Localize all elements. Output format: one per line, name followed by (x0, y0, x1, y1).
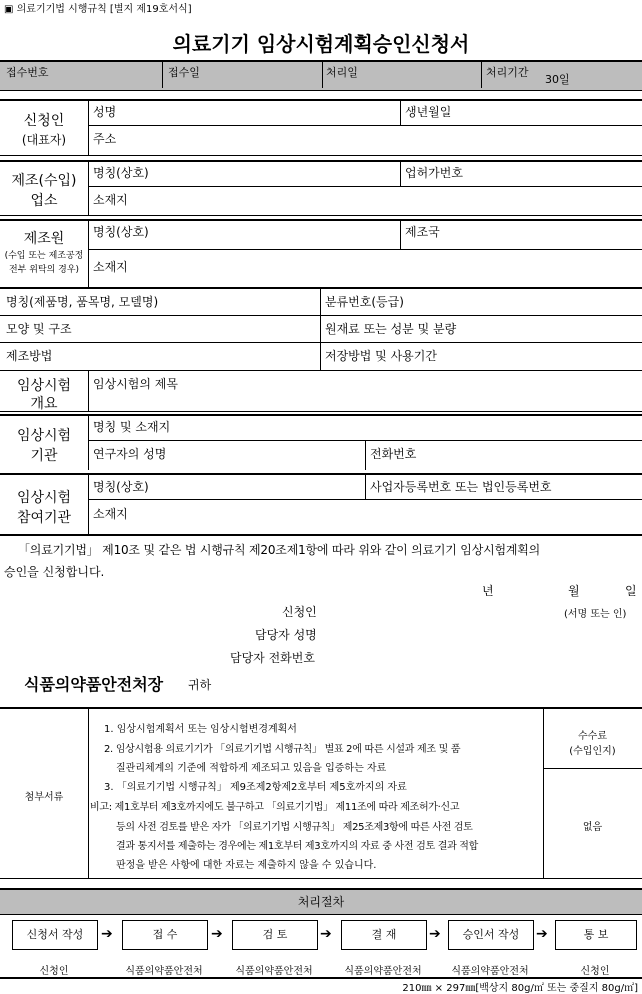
origin-section-note-1: (수입 또는 제조공정 (4, 251, 84, 261)
attachment-item: 3. 「의료기기법 시행규칙」 제9조제2항제2호부터 제5호까지의 자료 (104, 782, 407, 793)
applicant-birth-label: 생년월일 (405, 105, 452, 119)
attachment-note: 비고: 제1호부터 제3호까지에도 불구하고 「의료기기법」 제11조에 따라 제조허가·신고 (90, 802, 460, 813)
process-actor: 식품의약품안전처 (125, 966, 203, 977)
product-material-label: 원재료 또는 성분 및 분량 (325, 322, 457, 336)
applicant-address-label: 주소 (93, 132, 117, 146)
trial-institution-label: 임상시험 (16, 428, 72, 444)
process-step-review: 검 토 (232, 920, 318, 950)
institution-name-label: 명칭 및 소재지 (93, 420, 171, 434)
product-method-label: 제조방법 (6, 349, 53, 363)
participant-sublabel: 참여기관 (16, 510, 72, 526)
arrow-right-icon: ➔ (536, 926, 548, 942)
trial-institution-sublabel: 기관 (30, 448, 58, 464)
origin-section-label: 제조원 (23, 231, 65, 247)
attachment-note: 결과 통지서를 제출하는 경우에는 제1호부터 제3호까지의 자료 중 사전 검토 결과 적합 (116, 841, 479, 852)
applicant-section-label: 신청인 (23, 113, 65, 129)
trial-title-label: 임상시험의 제목 (93, 377, 178, 391)
process-actor: 식품의약품안전처 (451, 966, 529, 977)
signer-label: 신청인 (282, 605, 317, 619)
participant-name-label: 명칭(상호) (93, 480, 149, 494)
attachment-item: 질관리체계의 기준에 적합하게 제조되고 있음을 입증하는 자료 (116, 763, 387, 774)
process-title: 처리절차 (297, 895, 345, 909)
manufacturer-location-label: 소재지 (93, 193, 128, 207)
process-date-label: 처리일 (326, 66, 358, 79)
date-year: 년 (482, 584, 494, 598)
process-step-issue: 승인서 작성 (448, 920, 534, 950)
process-step-receive: 접 수 (122, 920, 208, 950)
attachment-item: 1. 임상시험계획서 또는 임상시험변경계획서 (104, 724, 297, 735)
arrow-right-icon: ➔ (101, 926, 113, 942)
origin-name-label: 명칭(상호) (93, 225, 149, 239)
contact-phone-label: 담당자 전화번호 (230, 651, 315, 665)
process-actor: 식품의약품안전처 (235, 966, 313, 977)
attachment-item: 2. 임상시험용 의료기기가 「의료기기법 시행규칙」 별표 2에 따른 시설과 제조 및 품 (104, 744, 461, 755)
manufacturer-section-sublabel: 업소 (30, 193, 58, 209)
recipient-suffix: 귀하 (188, 678, 212, 692)
process-period-value: 30일 (545, 73, 570, 86)
product-name-label: 명칭(제품명, 품목명, 모델명) (6, 295, 159, 309)
fee-sublabel: (수입인지) (569, 746, 616, 757)
process-step-approve: 결 재 (341, 920, 427, 950)
origin-section-note-2: 전부 위탁의 경우) (8, 265, 80, 275)
form-reference-note: ▣ 의료기기법 시행규칙 [별지 제19호서식] (4, 4, 192, 15)
statement-line-2: 승인을 신청합니다. (4, 565, 105, 579)
paper-spec-footer: 210㎜ × 297㎜[백상지 80g/㎡ 또는 중질지 80g/㎡] (402, 983, 638, 994)
recipient-name: 식품의약품안전처장 (24, 675, 164, 694)
trial-overview-label: 임상시험 (16, 378, 72, 394)
process-actor: 신청인 (580, 966, 610, 977)
attachment-note: 등의 사전 검토를 받은 자가 「의료기기법 시행규칙」 제25조제3항에 따른 사전 검토 (116, 822, 473, 833)
process-step-notify: 통 보 (555, 920, 637, 950)
origin-country-label: 제조국 (405, 225, 440, 239)
trial-overview-sublabel: 개요 (30, 396, 58, 412)
signature-note: (서명 또는 인) (564, 609, 627, 620)
process-actor: 신청인 (39, 966, 69, 977)
process-actor: 식품의약품안전처 (344, 966, 422, 977)
product-class-label: 분류번호(등급) (325, 295, 404, 309)
arrow-right-icon: ➔ (429, 926, 441, 942)
attachments-label: 첨부서류 (24, 792, 64, 803)
applicant-name-label: 성명 (93, 105, 117, 119)
fee-label: 수수료 (578, 731, 607, 742)
statement-line-1: 「의료기기법」 제10조 및 같은 법 시행규칙 제20조제1항에 따라 위와 같이 의료기기 임상시험계획의 (18, 543, 541, 557)
manufacturer-section-label: 제조(수입) (11, 173, 77, 189)
process-period-label: 처리기간 (486, 66, 529, 79)
date-month: 월 (568, 584, 580, 598)
arrow-right-icon: ➔ (320, 926, 332, 942)
receipt-number-label: 접수번호 (6, 66, 49, 79)
applicant-section-sublabel: (대표자) (21, 133, 67, 147)
receipt-date-label: 접수일 (168, 66, 200, 79)
participant-label: 임상시험 (16, 490, 72, 506)
product-shape-label: 모양 및 구조 (6, 322, 72, 336)
institution-phone-label: 전화번호 (370, 447, 417, 461)
fee-value: 없음 (582, 822, 603, 833)
origin-location-label: 소재지 (93, 260, 128, 274)
researcher-name-label: 연구자의 성명 (93, 447, 167, 461)
product-storage-label: 저장방법 및 사용기간 (325, 349, 437, 363)
participant-location-label: 소재지 (93, 507, 128, 521)
process-step-apply: 신청서 작성 (12, 920, 98, 950)
contact-name-label: 담당자 성명 (255, 628, 317, 642)
arrow-right-icon: ➔ (211, 926, 223, 942)
participant-reg-label: 사업자등록번호 또는 법인등록번호 (370, 480, 552, 494)
attachment-note: 판정을 받은 사항에 대한 자료는 제출하지 않을 수 있습니다. (116, 860, 377, 871)
page-title: 의료기기 임상시험계획승인신청서 (172, 32, 470, 56)
date-day: 일 (625, 584, 637, 598)
manufacturer-name-label: 명칭(상호) (93, 166, 149, 180)
manufacturer-license-label: 업허가번호 (405, 166, 463, 180)
